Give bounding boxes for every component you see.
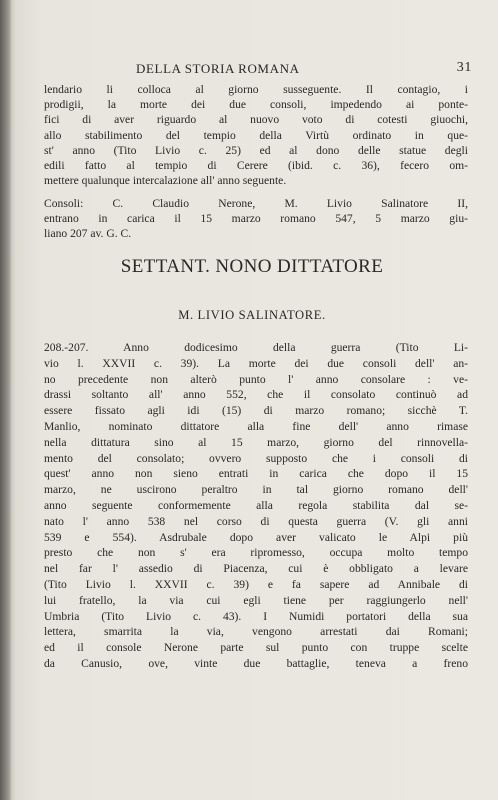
- text-line: essere fissato agli idi (15) di marzo romano; sicchè T.: [44, 404, 468, 418]
- section-subheading: M. LIVIO SALINATORE.: [178, 308, 326, 322]
- text-line: anno seguente conformemente alla regola stabilita dal se-: [44, 498, 468, 512]
- text-line: allo stabilimento del tempio della Virtù ordinato in que-: [44, 128, 468, 142]
- text-line: lendario li colloca al giorno susseguente. Il contagio, i: [44, 83, 468, 96]
- paragraph-consuls: [44, 196, 468, 242]
- paragraph-main: [44, 340, 468, 672]
- text-line: Manlio, nominato dittatore alla fine dell' anno rimase: [44, 419, 468, 433]
- text-line: marzo, ne uscirono peraltro in tal giorno romano dell': [44, 483, 468, 497]
- text-line: nella dittatura sino al 15 marzo, giorno del rinnovella-: [44, 435, 468, 449]
- text-line: da Canusio, ove, vinte due battaglie, teneva a freno: [44, 656, 468, 670]
- text-line: no precedente non alterò punto l' anno consolare : ve-: [44, 372, 468, 386]
- text-line: 539 e 554). Asdrubale dopo aver valicato le Alpi più: [44, 530, 468, 544]
- text-line: prodigii, la morte dei due consoli, impedendo ai ponte-: [44, 98, 468, 112]
- binding-gutter: [0, 0, 12, 800]
- section-heading: SETTANT. NONO DITTATORE: [120, 256, 384, 277]
- paragraph-calendar: [44, 82, 468, 188]
- text-line: mettere qualunque intercalazione all' anno seguente.: [44, 174, 287, 188]
- text-line: mento del consolato; ovvero supposto che i consoli di: [44, 451, 468, 465]
- text-line: nel far l' assedio di Piacenza, cui è obbligato a levare: [44, 562, 468, 576]
- text-line: edili fatto al tempio di Cerere (ibid. c. 36), fecero om-: [44, 159, 468, 173]
- text-line: drassi soltanto all' anno 552, che il consolato continuò ad: [44, 388, 468, 402]
- running-head: [40, 61, 472, 79]
- text-line: st' anno (Tito Livio c. 25) ed al dono delle statue degli: [44, 143, 468, 157]
- text-line: entrano in carica il 15 marzo romano 547, 5 marzo giu-: [44, 212, 468, 226]
- text-line: ed il console Nerone parte sul punto con truppe scelte: [44, 641, 468, 655]
- text-line: nato l' anno 538 nel corso di questa guerra (V. gli anni: [44, 514, 468, 528]
- text-line: quest' anno non sieno entrati in carica che dopo il 15: [44, 467, 468, 481]
- text-line: (Tito Livio l. XXVII c. 39) e fa sapere ad Annibale di: [44, 577, 468, 591]
- text-line: Consoli: C. Claudio Nerone, M. Livio Salinatore II,: [44, 197, 468, 210]
- text-line: lui fratello, la via cui egli tiene per raggiungerlo nell': [44, 593, 468, 607]
- text-line: Umbria (Tito Livio c. 43). I Numidi portatori della sua: [44, 609, 468, 623]
- text-line: 208.-207. Anno dodicesimo della guerra (Tito Li-: [44, 341, 468, 354]
- text-line: fici di aver riguardo al nuovo voto di cotesti giuochi,: [44, 113, 468, 127]
- text-line: liano 207 av. G. C.: [44, 227, 132, 241]
- running-title: DELLA STORIA ROMANA: [136, 61, 300, 76]
- text-line: lettera, smarrita la via, vengono arrestati dai Romani;: [44, 625, 468, 639]
- page-number: 31: [456, 60, 472, 75]
- text-line: presto che non s' era ripromesso, occupa molto tempo: [44, 546, 468, 560]
- text-line: vio l. XXVII c. 39). La morte dei due consoli dell' an-: [44, 356, 468, 370]
